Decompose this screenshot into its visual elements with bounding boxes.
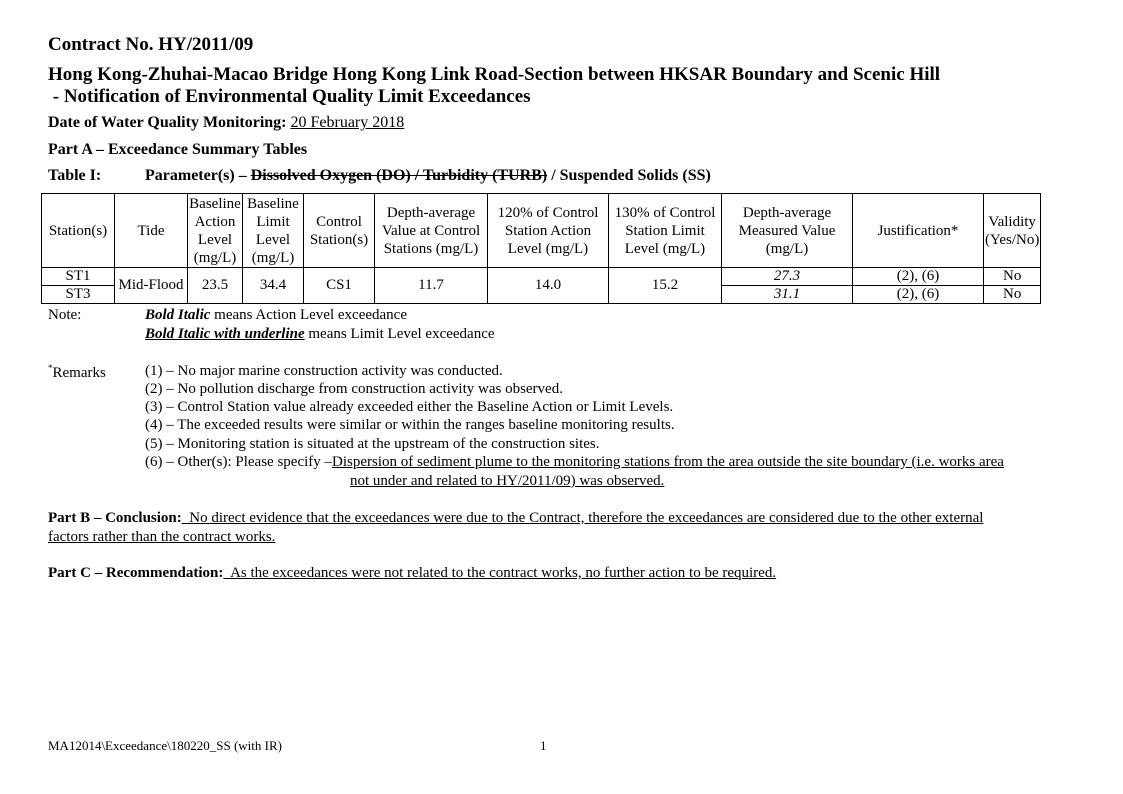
col-header: Depth-average Measured Value (mg/L) xyxy=(722,194,853,268)
date-value: 20 February 2018 xyxy=(290,114,405,131)
note-action-em: Bold Italic xyxy=(145,307,211,323)
remark-item: (1) – No major marine construction activity was conducted. xyxy=(145,363,503,379)
document-title: Hong Kong-Zhuhai-Macao Bridge Hong Kong Link Road-Section between HKSAR Boundary and Scenic Hill xyxy=(48,64,941,85)
document-subtitle: - Notification of Environmental Quality Limit Exceedances xyxy=(48,86,531,107)
note-action-text: means Action Level exceedance xyxy=(210,307,407,323)
part-c-recommendation xyxy=(48,565,776,582)
col-header: Control Station(s) xyxy=(304,194,375,268)
col-header: Validity (Yes/No) xyxy=(984,194,1041,268)
remark-item: (4) – The exceeded results were similar or within the ranges baseline monitoring results. xyxy=(145,417,675,433)
remark-item-other xyxy=(145,454,1004,471)
note-limit-text: means Limit Level exceedance xyxy=(304,326,495,342)
tide-cell: Mid-Flood xyxy=(115,268,188,304)
page-number: 1 xyxy=(540,738,547,753)
part-b-conclusion xyxy=(48,510,983,527)
justification-cell: (2), (6) xyxy=(853,268,984,286)
validity-cell: No xyxy=(984,268,1041,286)
col-header: Depth-average Value at Control Stations (mg/L) xyxy=(375,194,488,268)
station-cell: ST1 xyxy=(42,268,115,286)
baseline-limit-cell: 34.4 xyxy=(243,268,304,304)
table-row xyxy=(42,268,1041,286)
col-header: Baseline Limit Level (mg/L) xyxy=(243,194,304,268)
remark-other-text: Dispersion of sediment plume to the monitoring stations from the area outside the site boundary (i.e. works area xyxy=(332,454,1004,470)
parameter-rest: / Suspended Solids (SS) xyxy=(547,167,711,184)
remarks-label-text: Remarks xyxy=(52,365,106,381)
limit-130-cell: 15.2 xyxy=(609,268,722,304)
parameter-prefix: Parameter(s) – xyxy=(145,167,251,184)
action-120-cell: 14.0 xyxy=(488,268,609,304)
table-label: Table I: xyxy=(48,167,102,184)
remarks-label xyxy=(48,363,106,382)
table-header-row xyxy=(42,194,1041,268)
col-header: Baseline Action Level (mg/L) xyxy=(189,195,241,266)
measured-value-cell: 27.3 xyxy=(722,268,853,286)
station-cell: ST3 xyxy=(42,286,115,304)
part-c-text: As the exceedances were not related to the contract works, no further action to be required. xyxy=(223,565,777,581)
remark-other-text-cont: not under and related to HY/2011/09) was observed. xyxy=(350,473,665,489)
remark-other-prefix: (6) – Other(s): Please specify – xyxy=(145,454,333,470)
validity-cell: No xyxy=(984,286,1041,304)
note-action-level xyxy=(145,307,407,324)
part-b-text: No direct evidence that the exceedances were due to the Contract, therefore the exceedances are considered due to the other external xyxy=(181,510,984,526)
monitoring-date-line xyxy=(48,114,404,132)
col-header: 130% of Control Station Limit Level (mg/L) xyxy=(609,194,722,268)
note-label: Note: xyxy=(48,307,82,323)
contract-number: Contract No. HY/2011/09 xyxy=(48,34,254,55)
note-limit-em: Bold Italic with underline xyxy=(145,326,305,342)
col-header: 120% of Control Station Action Level (mg/L) xyxy=(488,194,609,268)
col-header: Station(s) xyxy=(42,194,115,268)
remarks-marker: * xyxy=(48,363,53,373)
justification-cell: (2), (6) xyxy=(853,286,984,304)
parameter-struck: Dissolved Oxygen (DO) / Turbidity (TURB) xyxy=(250,167,548,184)
parameter-line xyxy=(145,167,711,185)
remark-item: (3) – Control Station value already exceeded either the Baseline Action or Limit Levels. xyxy=(145,399,674,415)
remark-item: (2) – No pollution discharge from construction activity was observed. xyxy=(145,381,563,397)
footer-file-path: MA12014\Exceedance\180220_SS (with IR) xyxy=(48,738,282,753)
col-header: Justification* xyxy=(853,194,984,268)
part-c-heading: Part C – Recommendation: xyxy=(48,565,224,581)
col-header: Tide xyxy=(115,194,188,268)
remark-item: (5) – Monitoring station is situated at the upstream of the construction sites. xyxy=(145,436,600,452)
control-value-cell: 11.7 xyxy=(375,268,488,304)
part-a-heading: Part A – Exceedance Summary Tables xyxy=(48,141,308,158)
baseline-action-cell: 23.5 xyxy=(188,268,243,304)
part-b-text-cont: factors rather than the contract works. xyxy=(48,529,276,545)
measured-value-cell: 31.1 xyxy=(722,286,853,304)
note-limit-level xyxy=(145,326,495,343)
exceedance-summary-table xyxy=(41,193,1041,304)
part-b-heading: Part B – Conclusion: xyxy=(48,510,182,526)
control-station-cell: CS1 xyxy=(304,268,375,304)
date-label: Date of Water Quality Monitoring: xyxy=(48,114,287,131)
